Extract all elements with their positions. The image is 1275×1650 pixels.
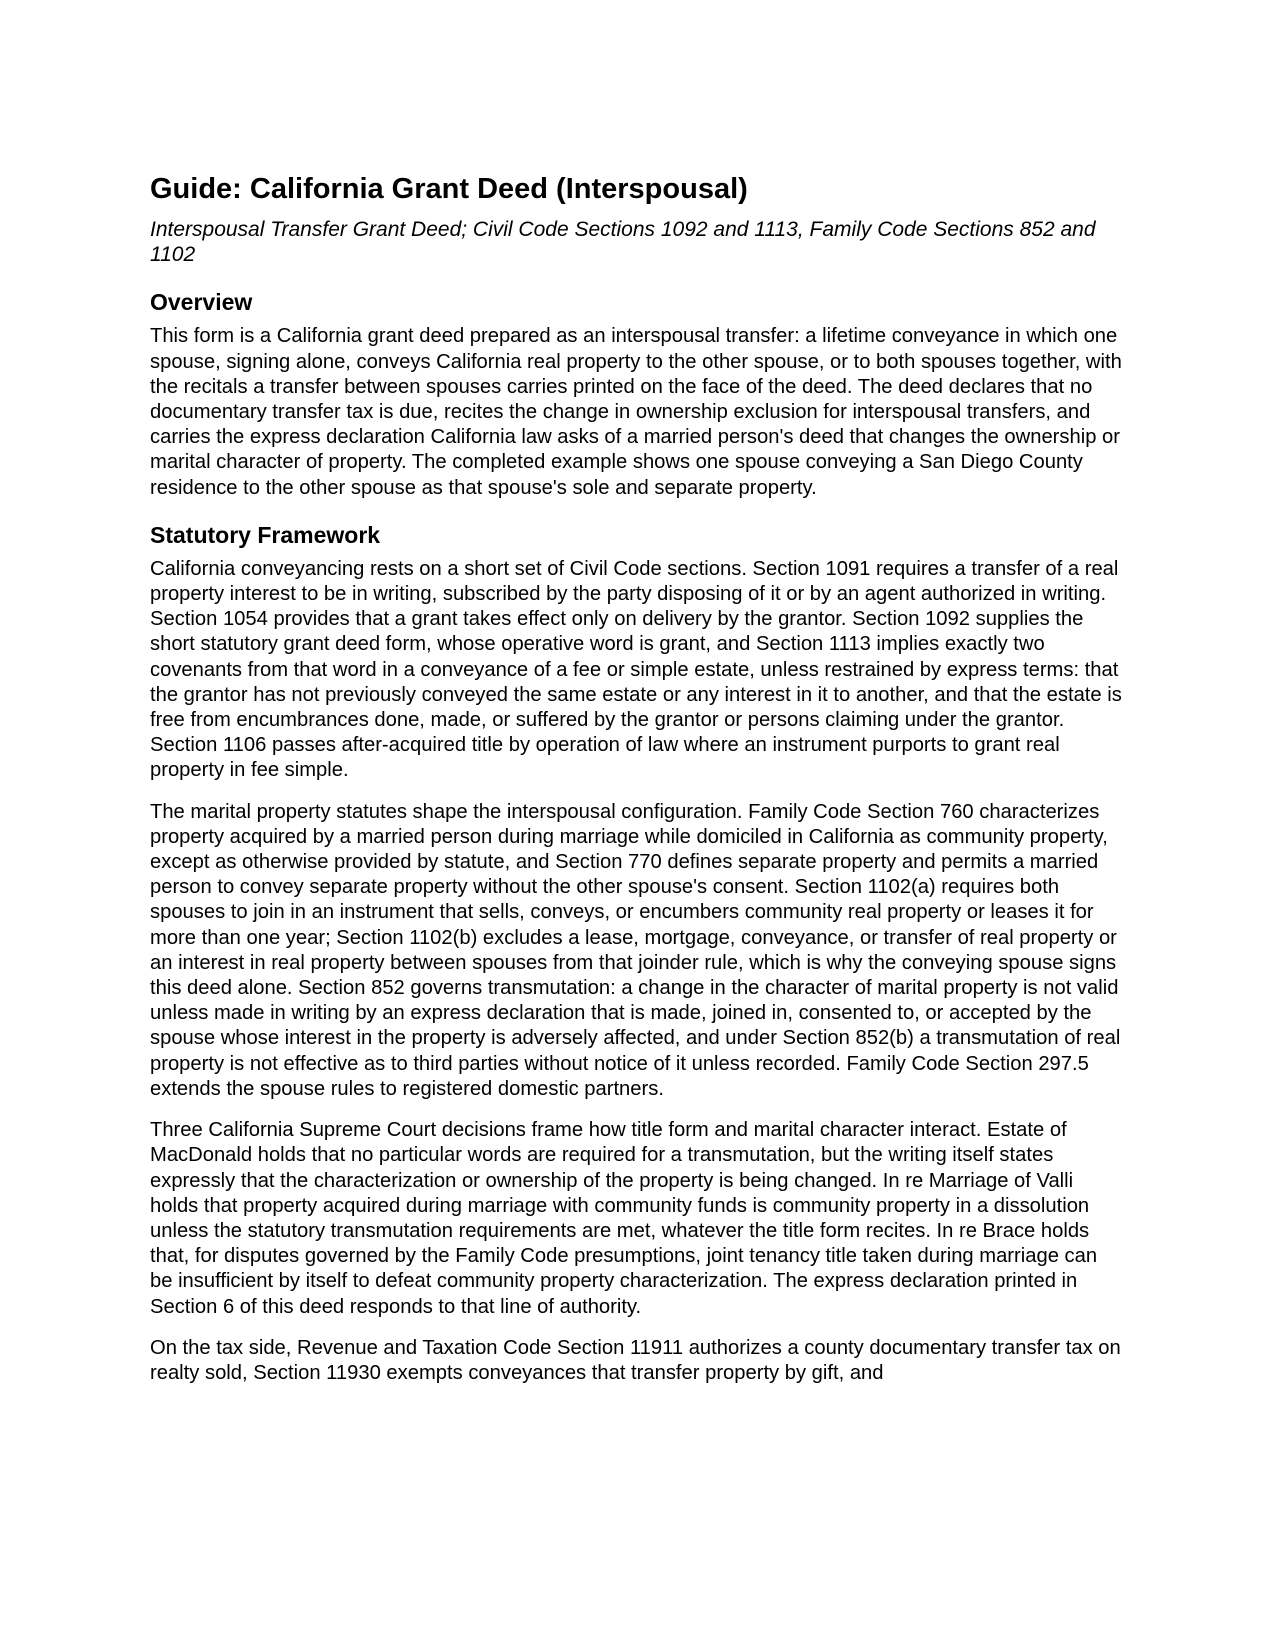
section-overview [150, 288, 1125, 500]
statutory-framework-paragraph-1: California conveyancing rests on a short set of Civil Code sections. Section 1091 requires a transfer of a real property interest to be in writing, subscribed by the party disposing of it or by an agent authorized in writing. Section 1054 provides that a grant takes effect only on delivery by the grantor. Section 1092 supplies the short statutory grant deed form, whose operative word is grant, and Section 1113 implies exactly two covenants from that word in a conveyance of a fee or simple estate, unless restrained by express terms: that the grantor has not previously conveyed the same estate or any interest in it to another, and that the estate is free from encumbrances done, made, or suffered by the grantor or persons claiming under the grantor. Section 1106 passes after-acquired title by operation of law where an instrument purports to grant real property in fee simple. [150, 557, 1122, 782]
statutory-framework-paragraph-3: Three California Supreme Court decisions frame how title form and marital character interact. Estate of MacDonald holds that no particular words are required for a transmutation, but the writing itself states expressly that the characterization or ownership of the property is being changed. In re Marriage of Valli holds that property acquired during marriage with community funds is community property in a dissolution unless the statutory transmutation requirements are met, whatever the title form recites. In re Brace holds that, for disputes governed by the Family Code presumptions, joint tenancy title taken during marriage can be insufficient by itself to defeat community property characterization. The express declaration printed in Section 6 of this deed responds to that line of authority. [150, 1119, 1098, 1318]
overview-paragraph: This form is a California grant deed prepared as an interspousal transfer: a lifetime conveyance in which one spouse, signing alone, conveys California real property to the other spouse, or to both spouses together, with the recitals a transfer between spouses carries printed on the face of the deed. The deed declares that no documentary transfer tax is due, recites the change in ownership exclusion for interspousal transfers, and carries the express declaration California law asks of a married person's deed that changes the ownership or marital character of property. The completed example shows one spouse conveying a San Diego County residence to the other spouse as that spouse's sole and separate property. [150, 325, 1122, 499]
statutory-framework-paragraph-2: The marital property statutes shape the interspousal configuration. Family Code Section 760 characterizes property acquired by a married person during marriage while domiciled in California as community property, except as otherwise provided by statute, and Section 770 defines separate property and permits a married person to convey separate property without the other spouse's consent. Section 1102(a) requires both spouses to join in an instrument that sells, conveys, or encumbers community real property or leases it for more than one year; Section 1102(b) excludes a lease, mortgage, conveyance, or transfer of real property or an interest in real property between spouses from that joinder rule, which is why the conveying spouse signs this deed alone. Section 852 governs transmutation: a change in the character of marital property is not valid unless made in writing by an express declaration that is made, joined in, consented to, or accepted by the spouse whose interest in the property is adversely affected, and under Section 852(b) a transmutation of real property is not effective as to third parties without notice of it unless recorded. Family Code Section 297.5 extends the spouse rules to registered domestic partners. [150, 800, 1121, 1100]
document-subtitle: Interspousal Transfer Grant Deed; Civil Code Sections 1092 and 1113, Family Code Sections 852 and 1102 [150, 218, 1096, 267]
section-statutory-framework [150, 521, 1125, 1386]
section-heading-statutory-framework: Statutory Framework [150, 521, 381, 548]
section-heading-overview: Overview [150, 289, 253, 316]
document-title: Guide: California Grant Deed (Interspousal) [150, 173, 748, 205]
document-content [150, 171, 1125, 1402]
statutory-framework-paragraph-4: On the tax side, Revenue and Taxation Code Section 11911 authorizes a county documentary transfer tax on realty sold, Section 11930 exempts conveyances that transfer property by gift, and [150, 1336, 1121, 1384]
